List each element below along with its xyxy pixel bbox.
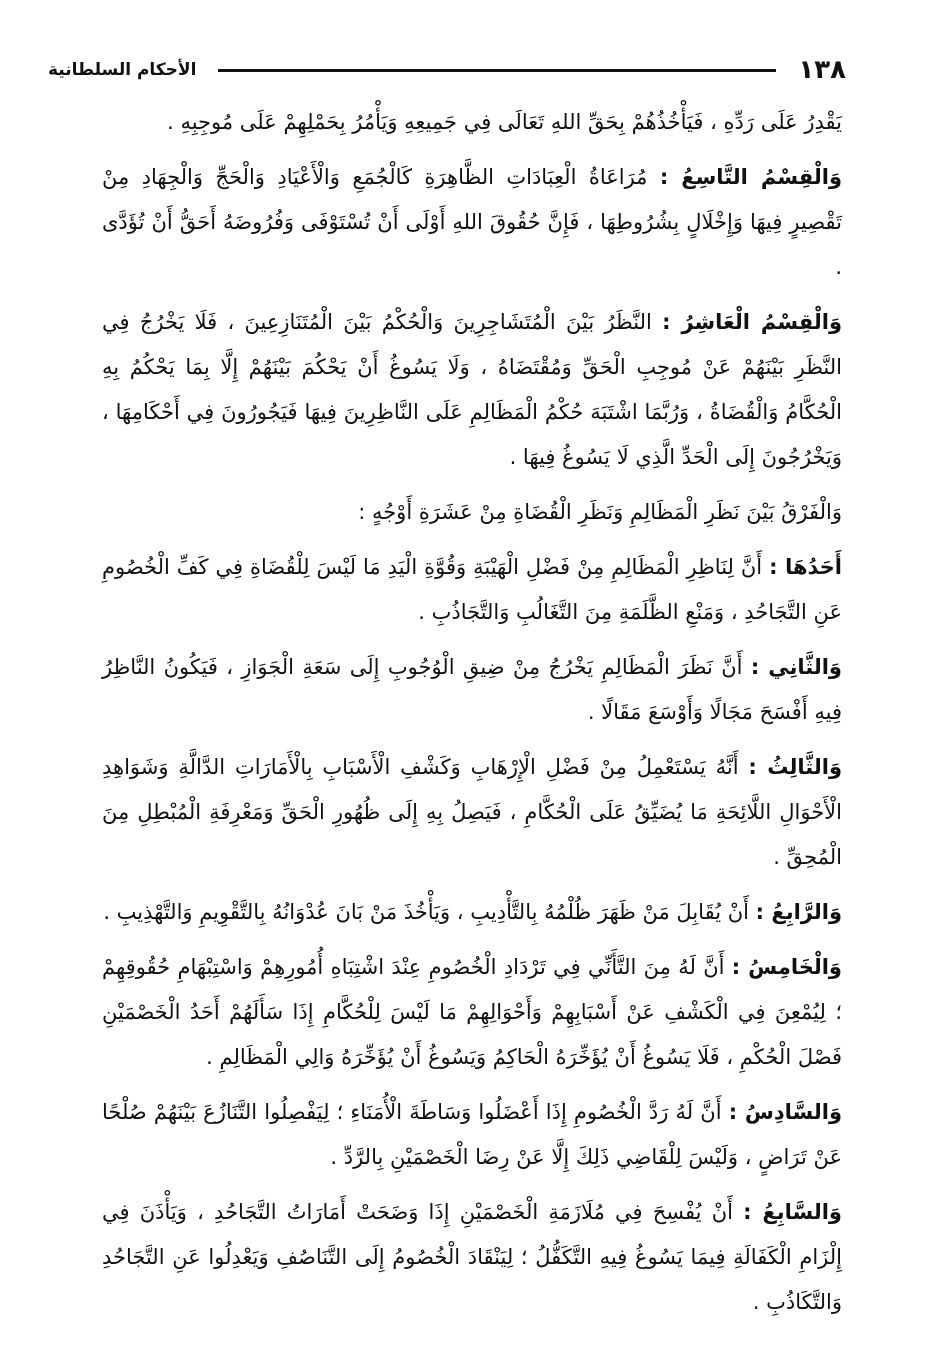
paragraph-text: مُرَاعَاةُ الْعِبَادَاتِ الظَّاهِرَةِ كَالْجُمَعِ وَالْأَعْيَادِ وَالْحَجِّ وَالْجِهَادِ مِنْ تَقْصِيرٍ فِيهَا وَإِخْلَالٍ بِشُرُوطِهَا ، فَإِنَّ حُقُوقَ اللهِ أَوْلَى أَنْ تُسْتَوْفَى وَفُرُوضَهُ أَحَقُّ أَنْ تُؤَدَّى . [102, 165, 842, 279]
paragraph-text: أَنْ يُقَابِلَ مَنْ ظَهَرَ ظُلْمُهُ بِالتَّأْدِيبِ ، وَيَأْخُذَ مَنْ بَانَ عُدْوَانُهُ بِالتَّقْوِيمِ وَالتَّهْذِيبِ . [103, 900, 756, 924]
paragraph-text: أَنَّ لَهُ مِنَ التَّأَنِّي فِي تَرْدَادِ الْخُصُومِ عِنْدَ اشْتِبَاهِ أُمُورِهِمْ وَاسْتِبْهَامِ حُقُوقِهِمْ ؛ لِيُمْعِنَ فِي الْكَشْفِ عَنْ أَسْبَابِهِمْ وَأَحْوَالِهِمْ مَا لَيْسَ لِلْحُكَّامِ إِذَا سَأَلَهُمْ أَحَدُ الْخَصْمَيْنِ فَصْلَ الْحُكْمِ ، فَلَا يَسُوغُ أَنْ يُؤَخِّرَهُ الْحَاكِمُ وَيَسُوغُ أَنْ يُؤَخِّرَهُ وَالِي الْمَظَالِمِ . [102, 955, 842, 1069]
paragraph-text: وَالْفَرْقُ بَيْنَ نَظَرِ الْمَظَالِمِ وَنَظَرِ الْقُضَاةِ مِنْ عَشَرَةِ أَوْجُهٍ : [358, 500, 842, 524]
running-title: الأحكام السلطانية [48, 60, 197, 80]
header-rule [218, 69, 776, 72]
paragraph-lead: وَالرَّابِعُ : [755, 900, 842, 924]
paragraph-lead: وَالْقِسْمُ التَّاسِعُ : [659, 165, 842, 189]
paragraph-2 [102, 155, 842, 290]
paragraph-text: أَنَّهُ يَسْتَعْمِلُ مِنْ فَضْلِ الْإِرْهَابِ وَكَشْفِ الْأَسْبَابِ بِالْأَمَارَاتِ الدَّالَّةِ وَشَوَاهِدِ الْأَحْوَالِ اللَّائِحَةِ مَا يُضَيِّقُ عَلَى الْحُكَّامِ ، فَيَصِلُ بِهِ إِلَى ظُهُورِ الْحَقِّ وَمَعْرِفَةِ الْمُبْطِلِ مِنَ الْمُحِقِّ . [102, 755, 842, 869]
paragraph-text: يَقْدِرُ عَلَى رَدِّهِ ، فَيَأْخُذُهُمْ بِحَقِّ اللهِ تَعَالَى فِي جَمِيعِهِ وَيَأْمُرُ بِحَمْلِهِمْ عَلَى مُوجِبِهِ . [167, 110, 842, 134]
paragraph-lead: أَحَدُهَا : [769, 555, 842, 579]
paragraph-text: أَنَّ لِنَاظِرِ الْمَظَالِمِ مِنْ فَضْلِ الْهَيْبَةِ وَقُوَّةِ الْيَدِ مَا لَيْسَ لِلْقُضَاةِ فِي كَفِّ الْخُصُومِ عَنِ التَّجَاحُدِ ، وَمَنْعِ الظَّلَمَةِ مِنَ التَّغَالُبِ وَالتَّجَاذُبِ . [102, 555, 842, 624]
paragraph-text: أَنَّ لَهُ رَدَّ الْخُصُومِ إِذَا أَعْضَلُوا وَسَاطَةَ الْأُمَنَاءِ ؛ لِيَفْصِلُوا التَّنَازُعَ بَيْنَهُمْ صُلْحًا عَنْ تَرَاضٍ ، وَلَيْسَ لِلْقَاضِي ذَلِكَ إِلَّا عَنْ رِضَا الْخَصْمَيْنِ بِالرَّدِّ . [102, 1100, 842, 1169]
paragraph-8 [102, 890, 842, 935]
paragraph-1 [102, 100, 842, 145]
paragraph-6 [102, 645, 842, 735]
paragraph-lead: وَالْخَامِسُ : [731, 955, 842, 979]
page-number: ١٣٨ [798, 55, 846, 85]
paragraph-text: النَّظَرُ بَيْنَ الْمُتَشَاجِرِينَ وَالْحُكْمُ بَيْنَ الْمُتَنَازِعِينَ ، فَلَا يَخْرُجُ فِي النَّظَرِ بَيْنَهُمْ عَنْ مُوجِبِ الْحَقِّ وَمُقْتَضَاهُ ، وَلَا يَسُوغُ أَنْ يَحْكُمَ بَيْنَهُمْ إِلَّا بِمَا يَحْكُمُ بِهِ الْحُكَّامُ وَالْقُضَاةُ ، وَرُبَّمَا اشْتَبَهَ حُكْمُ الْمَظَالِمِ عَلَى النَّاظِرِينَ فِيهَا فَيَجُورُونَ فِي أَحْكَامِهَا ، وَيَخْرُجُونَ إِلَى الْحَدِّ الَّذِي لَا يَسُوغُ فِيهَا . [102, 310, 842, 469]
paragraph-10 [102, 1090, 842, 1180]
paragraph-3 [102, 300, 842, 480]
paragraph-lead: وَالسَّابِعُ : [743, 1200, 842, 1224]
body-text [102, 100, 842, 1335]
paragraph-7 [102, 745, 842, 880]
paragraph-lead: وَالسَّادِسُ : [728, 1100, 843, 1124]
running-head [48, 50, 846, 90]
paragraph-4 [102, 490, 842, 535]
paragraph-lead: وَالثَّانِي : [750, 655, 842, 679]
paragraph-9 [102, 945, 842, 1080]
paragraph-11 [102, 1190, 842, 1325]
paragraph-text: أَنْ يُفْسِحَ فِي مُلَازَمَةِ الْخَصْمَيْنِ إِذَا وَضَحَتْ أَمَارَاتُ التَّجَاحُدِ ، وَيَأْذَنَ فِي إِلْزَامِ الْكَفَالَةِ فِيمَا يَسُوغُ فِيهِ التَّكَفُّلُ ؛ لِيَنْقَادَ الْخُصُومُ إِلَى التَّنَاصُفِ وَيَعْدِلُوا عَنِ التَّجَاحُدِ وَالتَّكَاذُبِ . [102, 1200, 842, 1314]
paragraph-lead: وَالْقِسْمُ الْعَاشِرُ : [662, 310, 842, 334]
paragraph-5 [102, 545, 842, 635]
paragraph-lead: وَالثَّالِثُ : [748, 755, 843, 779]
paragraph-text: أَنَّ نَظَرَ الْمَظَالِمِ يَخْرُجُ مِنْ ضِيقِ الْوُجُوبِ إِلَى سَعَةِ الْجَوَازِ ، فَيَكُونُ النَّاظِرُ فِيهِ أَفْسَحَ مَجَالًا وَأَوْسَعَ مَقَالًا . [102, 655, 842, 724]
